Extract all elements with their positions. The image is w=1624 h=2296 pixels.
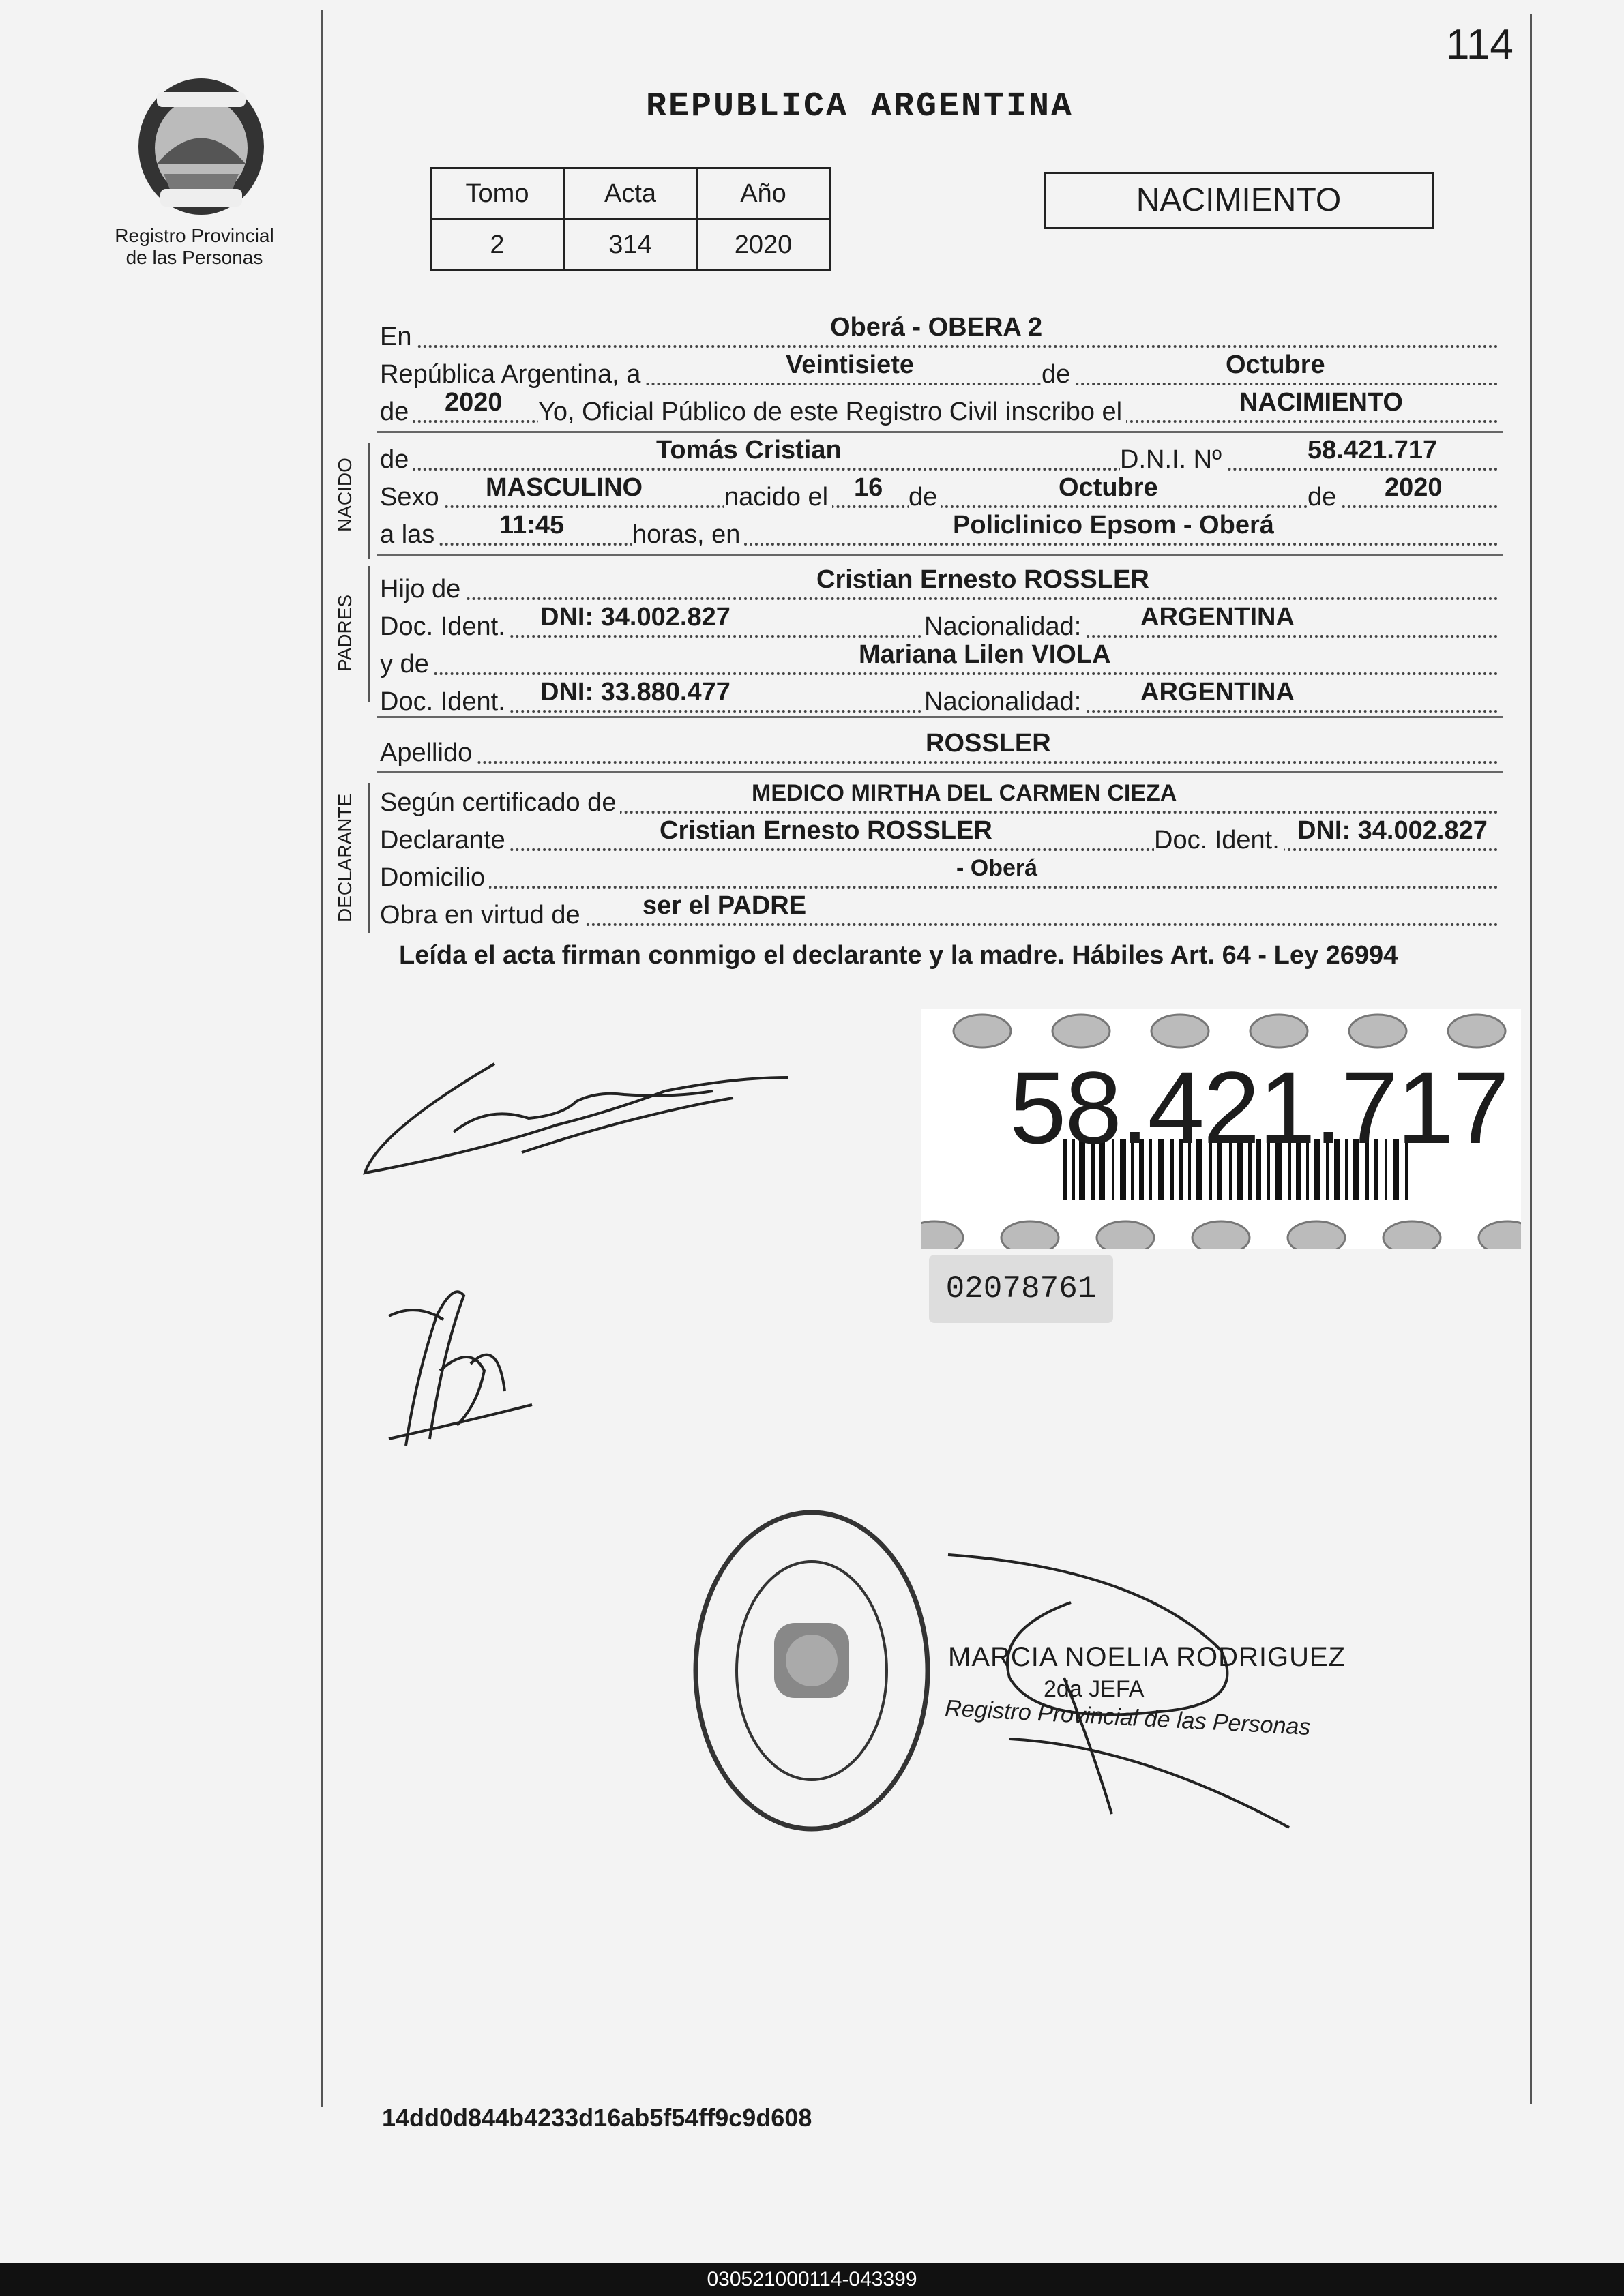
official-role: 2da JEFA (1044, 1676, 1145, 1702)
dni-value: 58.421.717 (1308, 436, 1438, 464)
de-label-5: de (1308, 482, 1340, 512)
page-number: 114 (1446, 21, 1514, 68)
domicilio-value: - Oberá (956, 855, 1038, 881)
row-madre-doc (380, 679, 1498, 717)
padre-doc-label: Doc. Ident. (380, 612, 510, 642)
divider-3 (377, 716, 1503, 718)
madre-nac: ARGENTINA (1140, 678, 1295, 706)
row-apellido (380, 730, 1498, 768)
nacido-mes: Octubre (1059, 473, 1158, 502)
horas-en-label: horas, en (632, 520, 744, 550)
sexo-label: Sexo (380, 482, 443, 512)
row-padre-doc (380, 603, 1498, 642)
dia-value: Veintisiete (786, 351, 914, 379)
misiones-logo (130, 72, 273, 222)
madre-doc: DNI: 33.880.477 (540, 678, 730, 706)
signature-declarante (351, 1050, 795, 1187)
section-declarante: DECLARANTE (334, 793, 355, 922)
value-tomo: 2 (431, 220, 564, 271)
nacido-dia: 16 (854, 473, 883, 502)
apellido-label: Apellido (380, 738, 476, 768)
row-hora (380, 511, 1498, 550)
nombre-value: Tomás Cristian (656, 436, 842, 464)
header-acta: Acta (564, 168, 697, 220)
certificado-label: Según certificado de (380, 788, 620, 818)
logo-caption (102, 225, 286, 269)
row-padre (380, 566, 1498, 604)
act-type-box: NACIMIENTO (1044, 172, 1434, 229)
padres-bar (368, 566, 370, 702)
madre-doc-label: Doc. Ident. (380, 687, 510, 717)
sticker-serial: 02078761 (929, 1255, 1113, 1323)
apellido-value: ROSSLER (926, 729, 1051, 758)
official-office: Registro Provincial de las Personas (944, 1695, 1312, 1741)
dni-sticker-number: 58.421.717 (1009, 1050, 1508, 1165)
declarante-doc-label: Doc. Ident. (1154, 825, 1284, 855)
de-label-3: de (380, 445, 413, 475)
divider-2 (377, 554, 1503, 556)
lugar-value: Policlinico Epsom - Oberá (953, 511, 1274, 539)
logo-caption-line2: de las Personas (126, 247, 263, 268)
hijo-label: Hijo de (380, 574, 464, 604)
madre-nac-label: Nacionalidad: (924, 687, 1085, 717)
certificado-value: MEDICO MIRTHA DEL CARMEN CIEZA (752, 780, 1177, 806)
row-domicilio (380, 854, 1498, 893)
right-margin-line (1530, 14, 1532, 2104)
de-label-4: de (909, 482, 941, 512)
divider-4 (377, 771, 1503, 773)
padre-nac: ARGENTINA (1140, 603, 1295, 631)
row-declarante (380, 817, 1498, 855)
official-name: MARCIA NOELIA RODRIGUEZ (948, 1642, 1346, 1672)
de-label-1: de (1042, 359, 1074, 389)
row-republica (380, 351, 1498, 389)
obra-value: ser el PADRE (643, 891, 807, 920)
domicilio-label: Domicilio (380, 863, 489, 893)
en-label: En (380, 322, 415, 352)
dni-label: D.N.I. Nº (1120, 445, 1226, 475)
padre-nac-label: Nacionalidad: (924, 612, 1085, 642)
anio-value: 2020 (445, 388, 503, 417)
footer-code: 030521000114-043399 (0, 2263, 1624, 2296)
obra-label: Obra en virtud de (380, 900, 585, 930)
de-label-2: de (380, 397, 413, 427)
inscribo-label: Yo, Oficial Público de este Registro Civil inscribo el (538, 397, 1126, 427)
row-sexo (380, 474, 1498, 512)
declarante-label: Declarante (380, 825, 510, 855)
left-margin-line (321, 10, 323, 2107)
document-title: REPUBLICA ARGENTINA (645, 87, 1074, 126)
row-en (380, 314, 1498, 352)
value-anio: 2020 (697, 220, 830, 271)
nacido-anio: 2020 (1385, 473, 1443, 502)
logo-caption-line1: Registro Provincial (115, 225, 274, 246)
inscribo-value: NACIMIENTO (1239, 388, 1403, 417)
document-hash: 14dd0d844b4233d16ab5f54ff9c9d608 (382, 2104, 812, 2132)
a-las-label: a las (380, 520, 439, 550)
value-acta: 314 (564, 220, 697, 271)
y-de-label: y de (380, 649, 433, 679)
padre-doc: DNI: 34.002.827 (540, 603, 730, 631)
madre-value: Mariana Lilen VIOLA (859, 640, 1111, 669)
declarante-value: Cristian Ernesto ROSSLER (660, 816, 992, 845)
hora-value: 11:45 (499, 511, 565, 539)
divider-1 (377, 431, 1503, 433)
registry-table (430, 167, 831, 271)
signature-madre (368, 1268, 546, 1452)
padre-value: Cristian Ernesto ROSSLER (816, 565, 1149, 594)
row-obra (380, 892, 1498, 930)
delegation-seal (689, 1507, 934, 1834)
en-value: Oberá - OBERA 2 (830, 313, 1043, 342)
row-nombre (380, 436, 1498, 475)
row-inscribo (380, 389, 1498, 427)
closing-text: Leída el acta firman conmigo el declarante y la madre. Hábiles Art. 64 - Ley 26994 (399, 941, 1398, 970)
declarante-bar (368, 783, 370, 933)
sexo-value: MASCULINO (486, 473, 643, 502)
header-tomo: Tomo (431, 168, 564, 220)
republica-label: República Argentina, a (380, 359, 645, 389)
row-certificado (380, 779, 1498, 818)
section-padres: PADRES (334, 594, 355, 672)
declarante-doc: DNI: 34.002.827 (1297, 816, 1488, 845)
header-anio: Año (697, 168, 830, 220)
nacido-label: nacido el (724, 482, 832, 512)
section-nacido: NACIDO (334, 458, 355, 532)
mes-value: Octubre (1226, 351, 1325, 379)
nacido-bar (368, 443, 370, 559)
row-madre (380, 641, 1498, 679)
